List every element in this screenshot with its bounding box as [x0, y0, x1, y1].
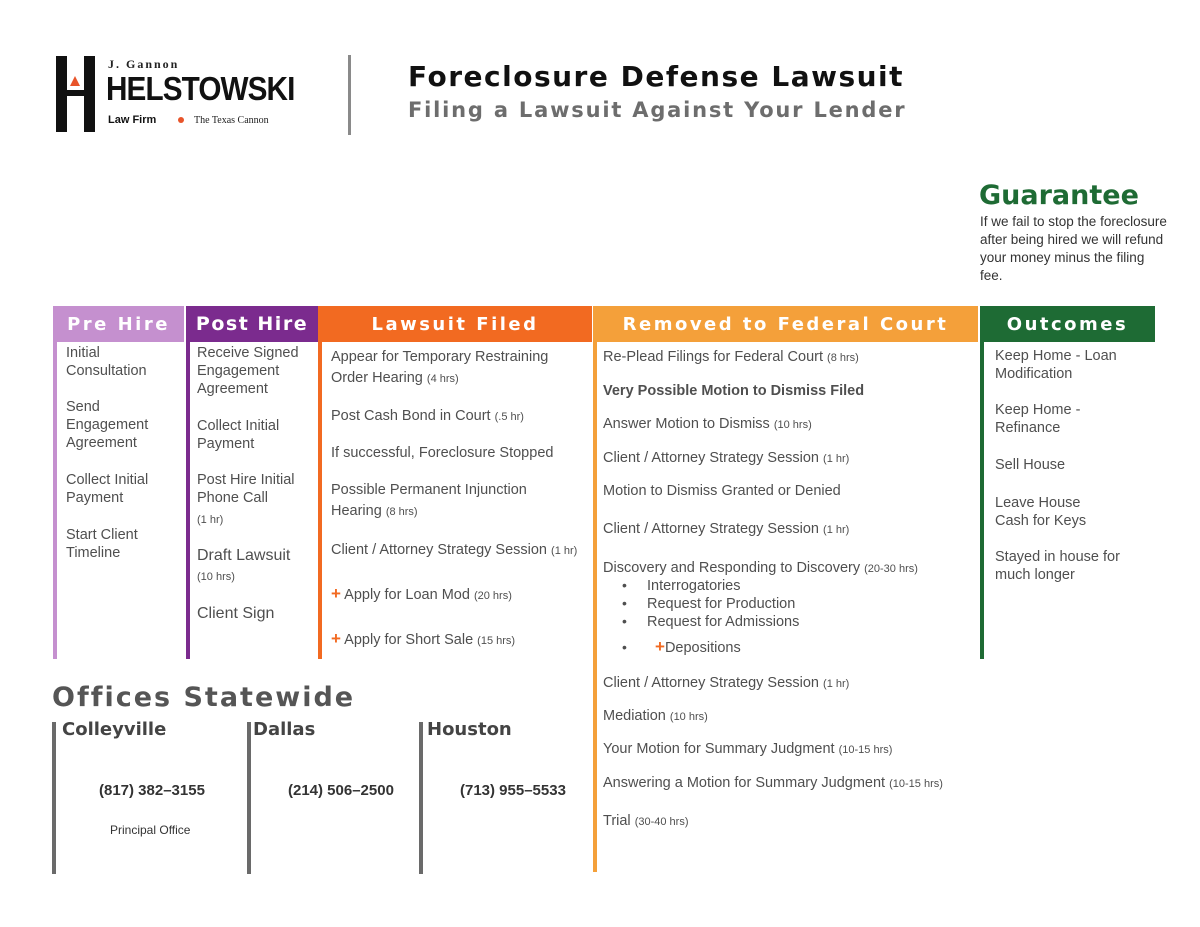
federal-item: Mediation (10 hrs)	[603, 708, 708, 724]
federal-item: Client / Attorney Strategy Session (1 hr)	[603, 450, 850, 466]
discovery-subitem: Request for Admissions	[647, 614, 800, 630]
post-hire-header: Post Hire	[186, 306, 318, 342]
firm-logo	[56, 52, 296, 136]
lawsuit-item: + Apply for Loan Mod (20 hrs)	[331, 584, 512, 603]
federal-item: Your Motion for Summary Judgment (10-15 hrs)	[603, 741, 893, 757]
federal-item: Re-Plead Filings for Federal Court (8 hrs)	[603, 349, 859, 365]
federal-item: Client / Attorney Strategy Session (1 hr)	[603, 675, 850, 691]
federal-item: Client / Attorney Strategy Session (1 hr)	[603, 521, 850, 537]
lawsuit-item: Client / Attorney Strategy Session (1 hr)	[331, 542, 578, 558]
federal-court-line	[593, 342, 597, 872]
lawsuit-filed-header: Lawsuit Filed	[318, 306, 592, 342]
post-hire-item: Receive Signed Engagement Agreement	[197, 345, 299, 397]
page-title: Foreclosure Defense Lawsuit	[408, 60, 905, 93]
outcomes-header: Outcomes	[980, 306, 1155, 342]
office-phone-houston[interactable]: (713) 955–5533	[460, 782, 566, 799]
bullet-icon: •	[622, 613, 627, 629]
bullet-icon: •	[622, 639, 627, 655]
logo-firm-label: Law Firm	[108, 114, 157, 126]
logo-tagline: The Texas Cannon	[194, 115, 269, 126]
post-hire-item: Post Hire Initial Phone Call (1 hr)	[197, 472, 295, 526]
outcome-item: Stayed in house for much longer	[995, 549, 1120, 583]
federal-item: Answering a Motion for Summary Judgment (10-15 hrs)	[603, 775, 943, 791]
outcome-item: Leave House Cash for Keys	[995, 495, 1087, 529]
lawsuit-filed-line	[318, 342, 322, 659]
pre-hire-item: Start Client Timeline	[66, 527, 138, 561]
guarantee-heading: Guarantee	[979, 180, 1139, 211]
office-note: Principal Office	[110, 823, 191, 837]
office-phone-dallas[interactable]: (214) 506–2500	[288, 782, 394, 799]
outcome-item: Keep Home - Loan Modification	[995, 348, 1117, 382]
office-divider	[247, 722, 251, 874]
bullet-icon: •	[622, 577, 627, 593]
logo-first-name: J. Gannon	[108, 57, 180, 71]
pre-hire-header: Pre Hire	[53, 306, 184, 342]
federal-item: Motion to Dismiss Granted or Denied	[603, 483, 841, 499]
pre-hire-item: Initial Consultation	[66, 345, 147, 379]
office-phone-colleyville[interactable]: (817) 382–3155	[99, 782, 205, 799]
logo-last-name: HELSTOWSKI	[106, 70, 295, 107]
discovery-subitem: Request for Production	[647, 596, 796, 612]
discovery-subitem: +Depositions	[655, 637, 741, 656]
office-city-colleyville: Colleyville	[62, 719, 167, 740]
bullet-icon: •	[622, 595, 627, 611]
office-city-houston: Houston	[427, 719, 512, 740]
logo-h-mark-icon	[56, 52, 100, 136]
lawsuit-item: Post Cash Bond in Court (.5 hr)	[331, 408, 524, 424]
federal-court-header: Removed to Federal Court	[593, 306, 978, 342]
outcome-item: Keep Home - Refinance	[995, 402, 1081, 436]
logo-dot-icon	[178, 117, 184, 123]
page-subtitle: Filing a Lawsuit Against Your Lender	[408, 98, 907, 122]
lawsuit-item: Appear for Temporary Restraining Order Hearing (4 hrs)	[331, 349, 549, 386]
office-divider	[419, 722, 423, 874]
pre-hire-line	[53, 342, 57, 659]
office-city-dallas: Dallas	[253, 719, 316, 740]
post-hire-line	[186, 342, 190, 659]
offices-heading: Offices Statewide	[52, 682, 356, 713]
pre-hire-item: Collect Initial Payment	[66, 472, 149, 506]
federal-item: Answer Motion to Dismiss (10 hrs)	[603, 416, 812, 432]
plus-icon: +	[331, 584, 341, 603]
federal-item: Trial (30-40 hrs)	[603, 813, 689, 829]
pre-hire-item: Send Engagement Agreement	[66, 399, 149, 451]
outcomes-line	[980, 342, 984, 659]
federal-item: Discovery and Responding to Discovery (20-30 hrs)	[603, 560, 918, 576]
plus-icon: +	[655, 637, 665, 656]
guarantee-text: If we fail to stop the foreclosure after being hired we will refund your money minus the filing fee.	[980, 214, 1167, 283]
outcome-item: Sell House	[995, 457, 1066, 473]
post-hire-item: Draft Lawsuit (10 hrs)	[197, 547, 291, 583]
federal-item: Very Possible Motion to Dismiss Filed	[603, 383, 865, 399]
post-hire-item: Client Sign	[197, 605, 275, 622]
discovery-subitem: Interrogatories	[647, 578, 741, 594]
post-hire-item: Collect Initial Payment	[197, 418, 280, 452]
header-divider	[348, 55, 351, 135]
lawsuit-item: + Apply for Short Sale (15 hrs)	[331, 629, 516, 648]
office-divider	[52, 722, 56, 874]
lawsuit-item: Possible Permanent Injunction Hearing (8 hrs)	[331, 482, 527, 519]
lawsuit-item: If successful, Foreclosure Stopped	[331, 445, 554, 461]
plus-icon: +	[331, 629, 341, 648]
